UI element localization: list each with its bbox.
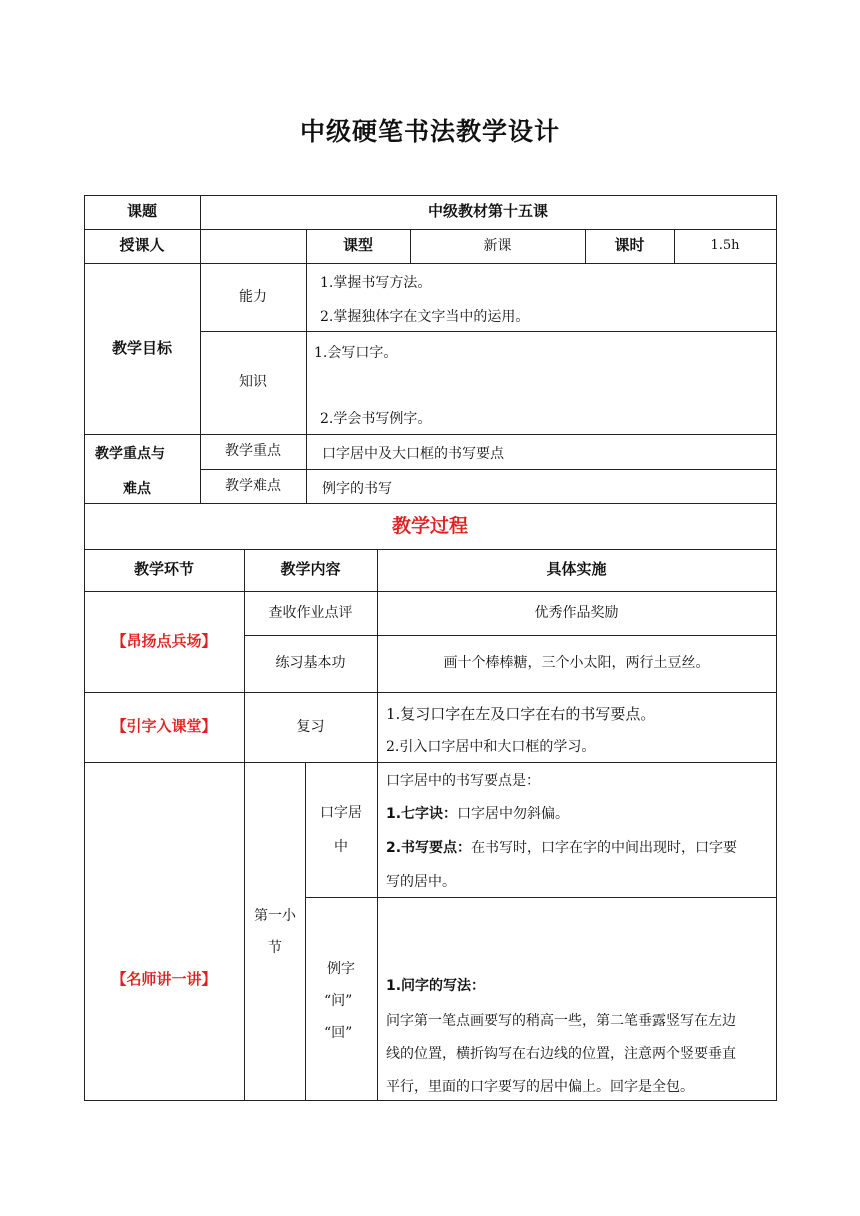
document-title: 中级硬笔书法教学设计 xyxy=(299,117,560,146)
key-point-value: 口字居中及大口框的书写要点 xyxy=(322,446,504,462)
stage-impl-line: 1.复习口字在左及口字在右的书写要点。 xyxy=(386,705,656,723)
table-border xyxy=(84,1100,777,1101)
example-line: 线的位置，横折钩写在右边线的位置，注意两个竖要垂直 xyxy=(386,1046,736,1062)
topic-point xyxy=(386,837,737,857)
stage-name: 【昂扬点兵场】 xyxy=(111,631,217,650)
example-heading-text: 1.问字的写法： xyxy=(386,978,486,994)
col-header-impl: 具体实施 xyxy=(546,560,607,579)
table-border xyxy=(306,263,307,504)
example-char: “回” xyxy=(324,1025,353,1041)
example-name: 例字 xyxy=(327,961,355,977)
table-border xyxy=(305,762,306,1101)
objectives-label: 教学目标 xyxy=(111,338,172,357)
topic-point xyxy=(386,803,569,823)
focus-label-line1: 教学重点与 xyxy=(95,446,165,462)
knowledge-item: 2.学会书写例字。 xyxy=(320,411,432,427)
hours-label: 课时 xyxy=(614,236,645,255)
topic-point-continued: 写的居中。 xyxy=(386,874,456,890)
stage-impl: 优秀作品奖励 xyxy=(534,604,619,621)
topic-label: 课题 xyxy=(126,202,157,221)
topic-point-label: 2.书写要点： xyxy=(386,840,472,856)
sub-section-name: 节 xyxy=(268,940,282,956)
example-heading xyxy=(386,975,485,995)
stage-content: 复习 xyxy=(296,718,325,735)
example-line: 问字第一笔点画要写的稍高一些，第二笔垂露竖写在左边 xyxy=(386,1013,736,1029)
knowledge-item: 1.会写口字。 xyxy=(314,345,398,361)
table-border xyxy=(84,434,777,435)
teacher-value xyxy=(200,229,306,263)
knowledge-label: 知识 xyxy=(239,374,267,391)
topic-point-text: 口字居中勿斜偏。 xyxy=(457,806,570,822)
table-border xyxy=(776,195,777,1101)
stage-content: 查收作业点评 xyxy=(268,604,353,621)
example-char: “问” xyxy=(324,993,353,1009)
teacher-label: 授课人 xyxy=(119,236,165,255)
topic-value: 中级教材第十五课 xyxy=(427,202,548,221)
stage-impl-line: 2.引入口字居中和大口框的学习。 xyxy=(386,739,596,755)
topic-point-label: 1.七字诀： xyxy=(386,806,458,822)
topic-point-text: 在书写时，口字在字的中间出现时，口字要 xyxy=(471,840,738,856)
stage-impl: 画十个棒棒糖，三个小太阳，两行土豆丝。 xyxy=(443,655,710,672)
key-point-label: 教学重点 xyxy=(225,443,281,460)
topic-intro: 口字居中的书写要点是： xyxy=(386,773,540,789)
hours-value: 1.5h xyxy=(710,237,740,253)
type-value: 新课 xyxy=(483,237,512,254)
type-label: 课型 xyxy=(342,236,373,255)
topic-name: 口字居 xyxy=(320,805,362,821)
ability-item: 2.掌握独体字在文字当中的运用。 xyxy=(320,309,530,325)
process-title: 教学过程 xyxy=(391,514,468,537)
table-border xyxy=(84,762,777,763)
difficulty-label: 教学难点 xyxy=(225,477,281,494)
example-line: 平行，里面的口字要写的居中偏上。回字是全包。 xyxy=(386,1079,694,1095)
col-header-content: 教学内容 xyxy=(280,560,341,579)
ability-label: 能力 xyxy=(239,288,267,305)
topic-name: 中 xyxy=(334,839,348,855)
ability-item: 1.掌握书写方法。 xyxy=(320,275,432,291)
sub-section-name: 第一小 xyxy=(254,908,296,924)
table-border xyxy=(305,897,777,898)
stage-name: 【引字入课堂】 xyxy=(111,717,217,736)
difficulty-value: 例字的书写 xyxy=(322,481,392,497)
stage-name: 【名师讲一讲】 xyxy=(111,970,217,989)
stage-content: 练习基本功 xyxy=(275,655,346,672)
focus-label-line2: 难点 xyxy=(123,481,151,497)
col-header-stage: 教学环节 xyxy=(133,560,194,579)
